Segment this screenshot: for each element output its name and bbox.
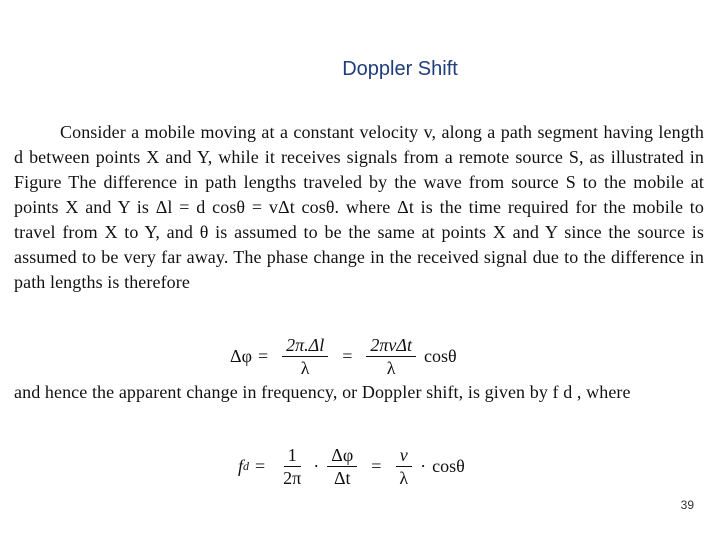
eq1-frac2-num: 2πvΔt [366,334,416,357]
eq2-fraction-3 [395,444,412,489]
eq2-lhs-f: f [238,456,244,476]
eq2-frac3-den: λ [399,468,409,488]
eq1-frac1-den: λ [300,358,310,378]
slide-title: Doppler Shift [342,58,458,80]
eq2-lhs-sub: d [243,459,250,473]
eq1-frac1-num: 2π.Δl [282,334,328,357]
eq1-lhs: Δφ [230,346,252,366]
eq2-frac1-den: 2π [283,468,302,488]
eq1-tail: cosθ [423,346,457,366]
paragraph-intro: Consider a mobile moving at a constant velocity v, along a path segment having length d between points X and Y, while it receives signals from a remote source S, as illustrated in Figure The difference in path lengths traveled by the wave from source S to the mobile at points X and Y is Δl = d cosθ = vΔt cosθ. where Δt is the time required for the mobile to travel from X to Y, and θ is assumed to be the same at points X and Y since the source is assumed to be very far away. The phase change in the received signal due to the difference in path lengths is therefore [14,122,704,292]
eq2-frac3-num: v [396,444,412,467]
eq2-frac2-den: Δt [333,468,351,488]
equation-doppler-shift [238,444,465,489]
eq1-equals-2: = [342,346,353,366]
eq2-fraction-2 [327,444,357,489]
equation-phase-change [230,334,457,379]
eq2-frac1-num: 1 [284,444,301,467]
eq2-tail: cosθ [432,456,465,476]
eq1-fraction-1 [282,334,328,379]
paragraph-doppler: and hence the apparent change in frequency, or Doppler shift, is given by f d , where [14,382,631,402]
eq2-dot-1: · [313,456,320,476]
eq1-fraction-2 [366,334,416,379]
eq1-frac2-den: λ [386,358,396,378]
eq2-frac2-num: Δφ [327,444,357,467]
eq2-fraction-1 [279,444,305,489]
eq2-equals-2: = [371,456,382,476]
eq2-dot-2: · [420,456,427,476]
eq2-equals-1: = [255,456,266,476]
page-number: 39 [680,498,694,512]
eq1-equals-1: = [257,346,269,366]
